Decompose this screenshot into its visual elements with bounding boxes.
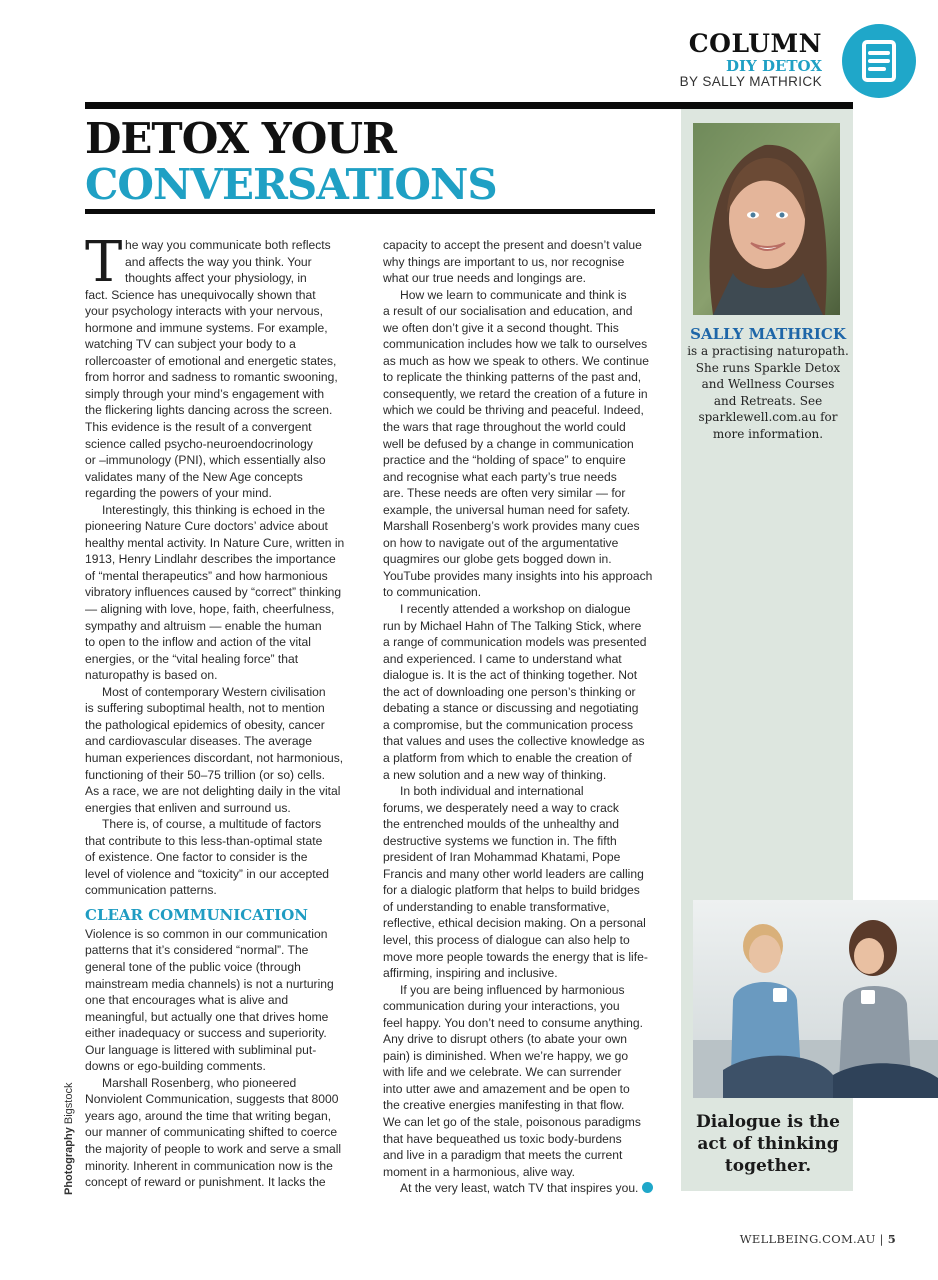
text-line: practice and the “holding of space” to enquire (383, 453, 626, 468)
text-line: a range of communication models was presented (383, 635, 647, 650)
text-line: or –immunology (PNI), which essentially also (85, 453, 326, 468)
text-line: and affects the way you think. Your (125, 254, 312, 269)
text-line: simply through your mind’s engagement with (85, 386, 325, 401)
text-line: a result of our socialisation and education, and (383, 304, 633, 319)
subsection-label: DIY DETOX (726, 57, 822, 75)
text-line: validates many of the New Age concepts (85, 469, 303, 484)
text-line: to replicate the thinking patterns of the past and, (383, 370, 642, 385)
text-line: downs or ego-building comments. (85, 1059, 266, 1074)
text-line: the creative energies manifesting in that flow. (383, 1098, 625, 1113)
text-line: run by Michael Hahn of The Talking Stick, where (383, 618, 642, 633)
text-line: into utter awe and amazement and be open to (383, 1081, 630, 1096)
text-line: sympathy and altruism — enable the human (85, 618, 322, 633)
text-line: for a dialogic platform that helps to build bridges (383, 883, 640, 898)
text-line: capacity to accept the present and doesn’t value (383, 238, 642, 252)
title-rule (85, 209, 655, 214)
text-line: As a race, we are not delighting daily in the vital (85, 784, 341, 799)
text-line: and cardiovascular diseases. The average (85, 734, 313, 749)
text-line: feel happy. You don’t need to consume anything. (383, 1015, 643, 1030)
text-line: naturopathy is based on. (85, 668, 218, 683)
text-line: that have bequeathed us toxic body-burdens (383, 1131, 622, 1146)
author-name: SALLY MATHRICK (690, 325, 846, 343)
byline: BY SALLY MATHRICK (679, 74, 822, 89)
end-mark-icon (642, 1182, 653, 1193)
text-line: are. These needs are often very similar — for (383, 486, 626, 501)
bio-line: sparklewell.com.au for (698, 410, 838, 424)
bio-line: She runs Sparkle Detox (695, 360, 841, 375)
text-line: why things are important to us, nor recognise (383, 254, 625, 269)
bio-line: is a practising naturopath. (687, 344, 849, 358)
text-line: We can let go of the stale, poisonous paradigms (383, 1114, 641, 1129)
text-line: pioneering Nature Cure doctors’ advice about (85, 519, 328, 534)
text-line: with life and we celebrate. We can surrender (383, 1065, 622, 1080)
text-line: Our language is littered with subliminal put- (85, 1042, 317, 1057)
text-line: vibratory influences caused by “correct” thinking (85, 585, 342, 600)
text-line: example, the universal human need for safety. (383, 502, 631, 517)
dialogue-photo (693, 900, 938, 1098)
document-icon (842, 24, 916, 98)
text-line: concept of reward or punishment. It lacks the (85, 1175, 326, 1190)
text-line: the pathological epidemics of obesity, cancer (85, 717, 325, 732)
text-line: Most of contemporary Western civilisation (102, 684, 326, 699)
text-line: to open to the inflow and action of the vital (85, 635, 311, 650)
text-line: rollercoaster of emotional and energetic states, (85, 353, 337, 368)
text-line: is suffering suboptimal health, not to mention (85, 701, 325, 716)
credit-source: Bigstock (63, 1082, 75, 1125)
text-line: In both individual and international (400, 784, 584, 799)
text-line: 1913, Henry Lindlahr describes the importance (85, 552, 336, 567)
page-footer: WELLBEING.COM.AU | 5 (739, 1232, 896, 1246)
text-line: what our true needs and longings are. (383, 271, 587, 286)
text-line: that contribute to this less-than-optimal state (85, 833, 323, 848)
text-line: thoughts affect your physiology, in (125, 271, 307, 286)
text-line: and experienced. I came to understand what (383, 651, 622, 666)
text-line: affirming, inspiring and inclusive. (383, 966, 558, 981)
footer-site: WELLBEING.COM.AU (739, 1232, 876, 1246)
text-line: This evidence is the result of a convergent (85, 420, 312, 435)
article-column-1 (85, 230, 361, 1191)
text-line: the wars that rage throughout the world could (383, 420, 626, 435)
text-line: well be defused by a change in communication (383, 436, 634, 451)
text-line: and live in a paradigm that meets the current (383, 1148, 623, 1163)
text-line: president of Iran Mohammad Khatami, Pope (383, 850, 621, 865)
text-line: of existence. One factor to consider is the (85, 850, 308, 865)
text-line: functioning of their 50–75 trillion (or so) cells. (85, 767, 325, 782)
text-line: from horror and sadness to romantic swooning, (85, 370, 338, 385)
text-line: a compromise, but the communication process (383, 717, 634, 732)
text-line: quagmires our globe gets bogged down in. (383, 552, 612, 567)
text-line: — aligning with love, hope, faith, cheerfulness, (85, 602, 335, 617)
text-line: Marshall Rosenberg, who pioneered (102, 1075, 297, 1090)
text-line: level, this process of dialogue can also help to (383, 932, 630, 947)
text-line: one that encourages what is alive and (85, 993, 289, 1008)
text-line: our manner of communicating shifted to coerce (85, 1125, 338, 1140)
text-line: human experiences discordant, not harmonious, (85, 750, 344, 765)
column-header (680, 30, 822, 90)
text-line: communication includes how we talk to ourselves (383, 337, 648, 352)
author-bio-text (686, 343, 850, 442)
text-line: as much as how we speak to others. We continue (383, 353, 649, 368)
text-line: years ago, around the time that writing began, (85, 1108, 332, 1123)
text-line: he way you communicate both reflects (125, 238, 331, 252)
text-line: I recently attended a workshop on dialogue (400, 602, 631, 617)
text-line: reflective, ethical decision making. On a personal (383, 916, 646, 931)
text-line: a platform from which to enable the creation of (383, 750, 632, 765)
text-line: energies that enliven and surround us. (85, 800, 291, 815)
article-title (85, 116, 675, 208)
text-line: If you are being influenced by harmonious (400, 982, 625, 997)
text-line: of “mental therapeutics” and how harmonious (85, 568, 328, 583)
pull-quote: Dialogue is the act of thinking together. (696, 1112, 840, 1176)
text-line: science called psycho-neuroendocrinology (85, 436, 313, 451)
text-line: consequently, we retard the creation of a future in (383, 386, 648, 401)
text-line: we often don’t give it a second thought. This (383, 320, 619, 335)
text-line: move more people towards the energy that is life- (383, 949, 648, 964)
title-line-2: CONVERSATIONS (85, 160, 497, 209)
text-line: that values and uses the collective knowledge as (383, 734, 645, 749)
text-line: which we could be thriving and peaceful. Indeed, (383, 403, 644, 418)
text-line: general tone of the public voice (through (85, 959, 301, 974)
text-line: How we learn to communicate and think is (400, 287, 627, 302)
text-line: patterns that it’s considered “normal”. The (85, 943, 309, 958)
text-line: mainstream media channels) is not a nurturing (85, 976, 334, 991)
text-line: dialogue is. It is the act of thinking together. Not (383, 668, 638, 683)
text-line: energies, or the “vital healing force” that (85, 651, 299, 666)
page-number: 5 (887, 1232, 896, 1246)
bio-line: and Retreats. See (713, 393, 823, 408)
text-line: the act of downloading one person’s thinking or (383, 684, 636, 699)
text-line: hormone and immune systems. For example, (85, 320, 328, 335)
text-line: to communication. (383, 585, 482, 600)
text-line: either inadequacy or success and superiority. (85, 1026, 327, 1041)
text-line: Francis and many other world leaders are calling (383, 866, 644, 881)
text-line: Violence is so common in our communication (85, 926, 328, 941)
text-line: There is, of course, a multitude of factors (102, 817, 322, 832)
text-line: the majority of people to work and serve a small (85, 1141, 342, 1156)
text-line: the entrenched moulds of the unhealthy and (383, 817, 619, 832)
text-line: a new solution and a new way of thinking. (383, 767, 607, 782)
text-line: YouTube provides many insights into his approach (383, 568, 653, 583)
text-line: meaningful, but actually one that drives home (85, 1009, 329, 1024)
credit-label: Photography (63, 1127, 75, 1195)
text-line: Nonviolent Communication, suggests that 8000 (85, 1092, 339, 1107)
section-subhead: CLEAR COMMUNICATION (85, 905, 308, 924)
text-line: destructive systems we function in. The fifth (383, 833, 617, 848)
text-line: debating a stance or discussing and negotiating (383, 701, 639, 716)
drop-cap: T (85, 230, 123, 295)
text-line: level of violence and “toxicity” in our accepted (85, 866, 330, 881)
author-bio (686, 326, 850, 442)
text-line: fact. Science has unequivocally shown that (85, 287, 316, 302)
text-line: healthy mental activity. In Nature Cure, written in (85, 535, 345, 550)
text-line: communication patterns. (85, 883, 217, 898)
text-line: regarding the powers of your mind. (85, 486, 272, 501)
text-line: the flickering lights dancing across the screen. (85, 403, 333, 418)
article-column-2 (383, 237, 663, 1197)
text-line: forums, we desperately need a way to crack (383, 800, 619, 815)
bio-line: and Wellness Courses (701, 377, 835, 391)
text-line: Interestingly, this thinking is echoed in the (102, 502, 325, 517)
bio-line: more information. (712, 426, 824, 441)
text-line: Any drive to disrupt others (to abate your own (383, 1032, 628, 1047)
section-label: COLUMN (688, 29, 822, 58)
text-line: Marshall Rosenberg’s work provides many cues (383, 519, 640, 534)
text-line: moment in a harmonious, alive way. (383, 1164, 576, 1179)
photo-credit (63, 1075, 75, 1195)
text-line: minority. Inherent in communication now is the (85, 1158, 333, 1173)
author-portrait (693, 123, 840, 315)
text-line: pain) is diminished. When we’re happy, we go (383, 1048, 629, 1063)
text-line: watching TV can subject your body to a (85, 337, 296, 352)
top-rule (85, 102, 853, 109)
text-line: At the very least, watch TV that inspires you. (400, 1181, 639, 1196)
text-line: on how to navigate out of the argumentative (383, 535, 619, 550)
title-line-1: DETOX YOUR (85, 114, 396, 163)
text-line: communication during your interactions, you (383, 999, 620, 1014)
text-line: and recognise what each party’s true needs (383, 469, 617, 484)
text-line: your psychology interacts with your nervous, (85, 304, 323, 319)
text-line: of understanding to enable transformative, (383, 899, 610, 914)
